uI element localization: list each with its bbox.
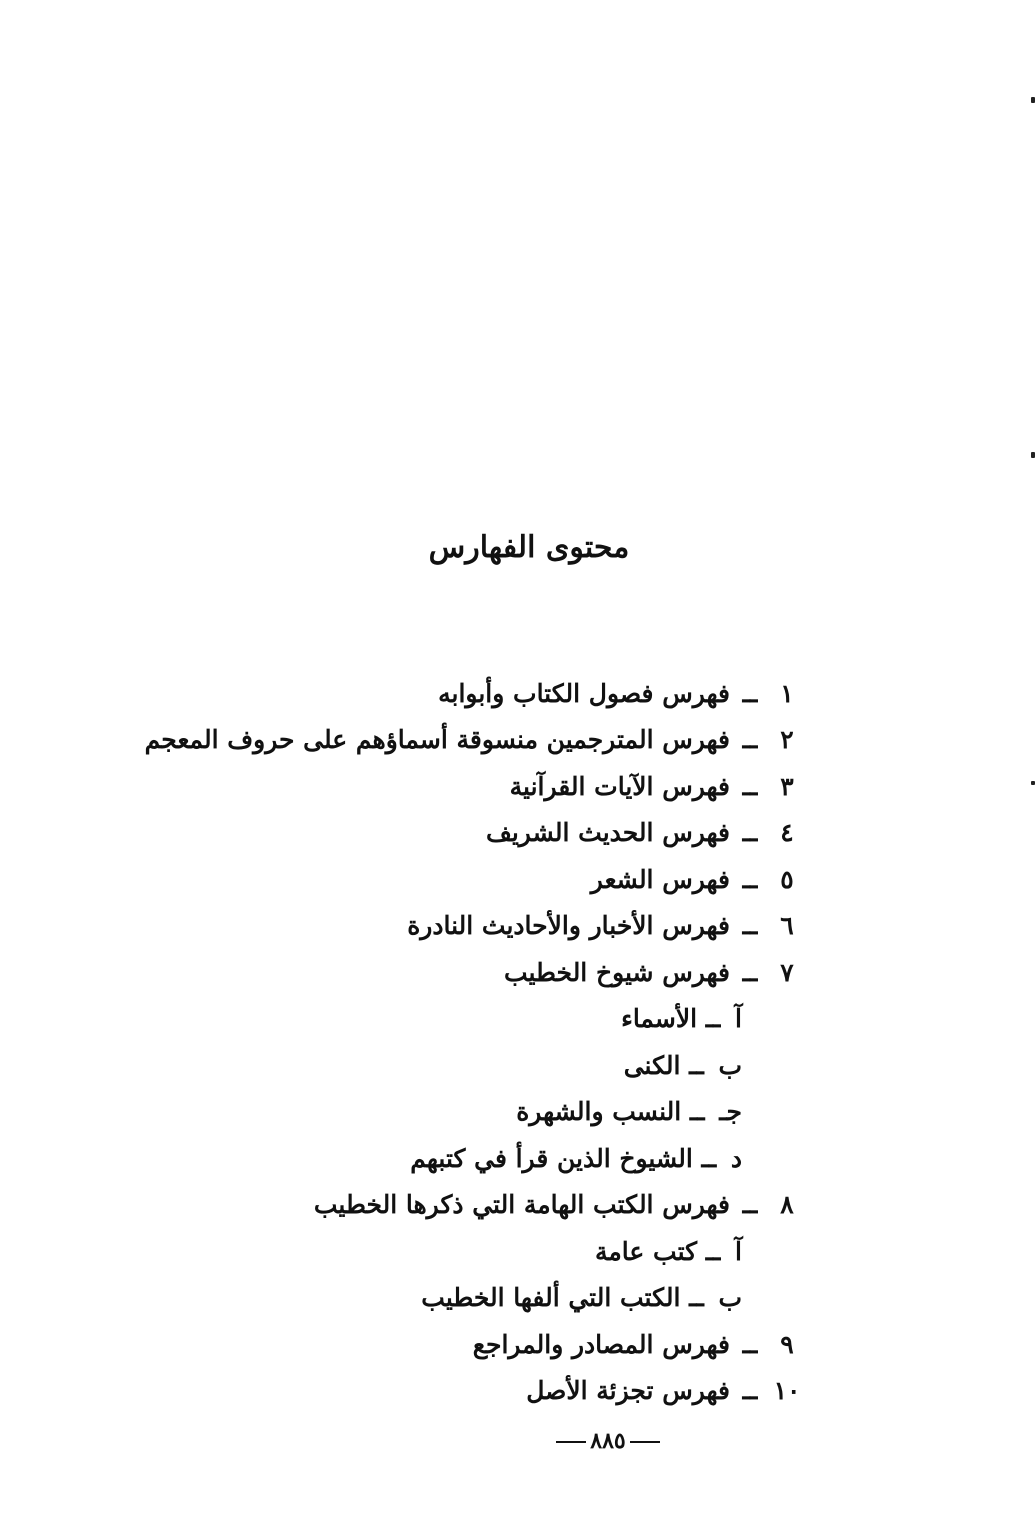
toc-entry-dash: ــ (705, 1004, 721, 1034)
toc-entry-number: ١ (780, 678, 794, 708)
toc-entry-label: فهرس الحديث الشريف (485, 818, 730, 848)
toc-entry-number: ١٠ (773, 1376, 801, 1406)
toc-entry-dash: ــ (701, 1143, 717, 1173)
scan-mark (1031, 97, 1035, 103)
toc-entry-number: ٩ (780, 1329, 794, 1359)
toc-entry (244, 949, 804, 996)
table-of-contents (144, 670, 804, 1414)
toc-entry (144, 717, 804, 764)
toc-entry-label: فهرس فصول الكتاب وأبوابه (438, 678, 730, 708)
scan-mark (1031, 452, 1035, 458)
footer-rule-left (556, 1441, 586, 1443)
toc-subentry (244, 1042, 804, 1089)
toc-subentry (244, 996, 804, 1043)
toc-entry-label: فهرس الشعر (590, 864, 730, 894)
toc-entry-label: النسب والشهرة (516, 1097, 682, 1127)
toc-entry-dash: ــ (689, 1050, 704, 1080)
toc-entry-dash: ــ (742, 1329, 758, 1359)
toc-entry-label: الكتب التي ألفها الخطيب (421, 1283, 681, 1313)
toc-entry-label: فهرس الكتب الهامة التي ذكرها الخطيب (313, 1190, 730, 1220)
footer-rule-right (630, 1441, 660, 1443)
toc-entry (244, 763, 804, 810)
toc-entry-dash: ــ (742, 1376, 758, 1406)
toc-entry-number: ٢ (780, 725, 794, 755)
toc-subentry (244, 1228, 804, 1275)
toc-entry-label: الشيوخ الذين قرأ في كتبهم (410, 1143, 693, 1173)
toc-entry (244, 810, 804, 857)
toc-entry-number: ٤ (780, 818, 794, 848)
toc-entry (244, 1321, 804, 1368)
toc-entry-number: ب (718, 1283, 742, 1313)
toc-entry-dash: ــ (742, 771, 758, 801)
toc-entry-label: فهرس الأخبار والأحاديث النادرة (407, 911, 730, 941)
toc-entry-dash: ــ (742, 911, 758, 941)
toc-entry-label: الأسماء (621, 1004, 698, 1034)
toc-entry (244, 903, 804, 950)
toc-entry-label: الكنى (623, 1050, 681, 1080)
toc-entry (244, 1182, 804, 1229)
toc-entry-dash: ــ (742, 957, 758, 987)
toc-entry-dash: ــ (742, 864, 758, 894)
toc-entry-label: فهرس المترجمين منسوقة أسماؤهم على حروف المعجم (144, 725, 730, 755)
page-number: ٨٨٥ (590, 1428, 626, 1454)
toc-subentry (244, 1135, 804, 1182)
toc-entry-label: فهرس الآيات القرآنية (509, 771, 730, 801)
page-title: محتوى الفهارس (428, 530, 630, 565)
toc-entry-number: آ (735, 1004, 742, 1034)
toc-entry-number: آ (735, 1236, 742, 1266)
toc-entry-label: كتب عامة (595, 1236, 698, 1266)
toc-entry-dash: ــ (742, 1190, 758, 1220)
toc-entry-number: د (730, 1143, 742, 1173)
toc-entry-number: ٥ (780, 864, 794, 894)
toc-entry-dash: ــ (689, 1283, 704, 1313)
toc-subentry (244, 1275, 804, 1322)
toc-entry-label: فهرس المصادر والمراجع (472, 1329, 730, 1359)
toc-entry-number: ٣ (780, 771, 794, 801)
toc-entry (244, 670, 804, 717)
toc-entry-number: ٨ (780, 1190, 794, 1220)
toc-entry-label: فهرس تجزئة الأصل (526, 1376, 730, 1406)
page-footer (0, 1426, 1036, 1456)
toc-entry-dash: ــ (742, 818, 758, 848)
toc-entry (244, 1368, 804, 1415)
toc-entry-dash: ــ (742, 678, 758, 708)
toc-entry-label: فهرس شيوخ الخطيب (503, 957, 730, 987)
toc-entry-dash: ــ (742, 725, 758, 755)
toc-entry-dash: ــ (689, 1097, 705, 1127)
scan-mark (1031, 781, 1035, 785)
toc-entry-dash: ــ (705, 1236, 721, 1266)
toc-entry-number: ٦ (780, 911, 794, 941)
toc-entry-number: ٧ (780, 957, 794, 987)
toc-entry-number: ب (718, 1050, 742, 1080)
toc-entry-number: جـ (719, 1097, 742, 1127)
toc-entry (244, 856, 804, 903)
toc-subentry (244, 1089, 804, 1136)
